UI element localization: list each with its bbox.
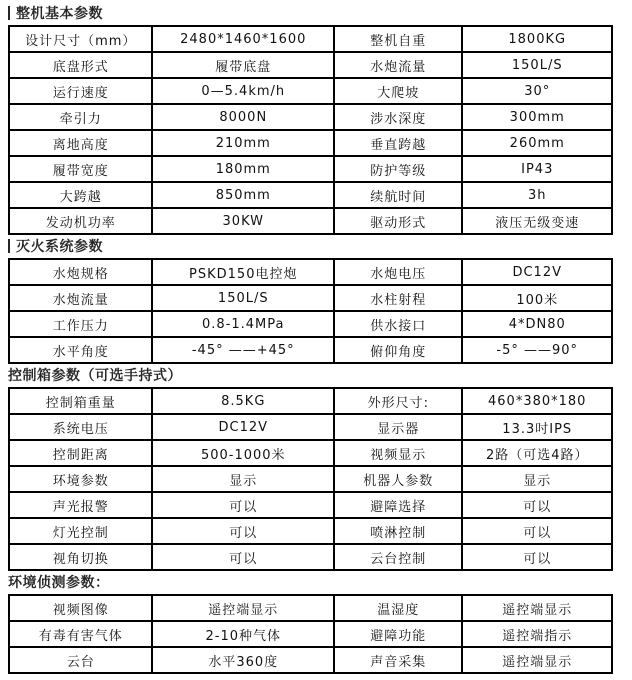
param-label-cell: 声光报警: [9, 492, 152, 518]
table-row: [9, 440, 612, 466]
param-value-cell: -5° ——90°: [462, 337, 612, 363]
param-value-cell: 30°: [462, 78, 612, 104]
param-value-cell: 可以: [462, 518, 612, 544]
param-value-cell: 可以: [152, 518, 334, 544]
param-label-cell: 大爬坡: [334, 78, 462, 104]
param-label-cell: 系统电压: [9, 414, 152, 440]
param-value-cell: IP43: [462, 156, 612, 182]
table-row: [9, 26, 612, 52]
param-label-cell: 云台控制: [334, 544, 462, 570]
param-label-cell: 续航时间: [334, 182, 462, 208]
param-value-cell: DC12V: [462, 259, 612, 285]
param-value-cell: 0—5.4km/h: [152, 78, 334, 104]
param-label-cell: 发动机功率: [9, 208, 152, 234]
section-title: [8, 367, 632, 383]
table-row: [9, 285, 612, 311]
table-row: [9, 595, 612, 621]
param-label-cell: 避障功能: [334, 621, 462, 647]
param-label-cell: 履带宽度: [9, 156, 152, 182]
param-value-cell: 0.8-1.4MPa: [152, 311, 334, 337]
param-label-cell: 水柱射程: [334, 285, 462, 311]
param-label-cell: 涉水深度: [334, 104, 462, 130]
param-label-cell: 垂直跨越: [334, 130, 462, 156]
section-title: [8, 5, 632, 21]
param-value-cell: 水平360度: [152, 647, 334, 673]
table-row: [9, 78, 612, 104]
param-value-cell: 遥控端显示: [462, 647, 612, 673]
section-title-text: 控制箱参数（可选手持式）: [8, 368, 182, 384]
param-label-cell: 驱动形式: [334, 208, 462, 234]
param-label-cell: 离地高度: [9, 130, 152, 156]
param-label-cell: 大跨越: [9, 182, 152, 208]
param-label-cell: 环境参数: [9, 466, 152, 492]
section-control-box-params: [8, 367, 632, 571]
param-label-cell: 机器人参数: [334, 466, 462, 492]
param-label-cell: 防护等级: [334, 156, 462, 182]
param-value-cell: 180mm: [152, 156, 334, 182]
param-value-cell: 遥控端指示: [462, 621, 612, 647]
param-label-cell: 工作压力: [9, 311, 152, 337]
param-label-cell: 云台: [9, 647, 152, 673]
param-value-cell: 3h: [462, 182, 612, 208]
table-row: [9, 311, 612, 337]
param-label-cell: 水平角度: [9, 337, 152, 363]
table-row: [9, 130, 612, 156]
table-row: [9, 647, 612, 673]
param-value-cell: 300mm: [462, 104, 612, 130]
param-value-cell: DC12V: [152, 414, 334, 440]
table-row: [9, 518, 612, 544]
table-row: [9, 337, 612, 363]
param-label-cell: 牵引力: [9, 104, 152, 130]
spec-table: [8, 594, 613, 674]
spec-table: [8, 25, 613, 235]
param-value-cell: 可以: [152, 544, 334, 570]
table-row: [9, 259, 612, 285]
section-title: [8, 238, 632, 254]
param-value-cell: 850mm: [152, 182, 334, 208]
title-bar-icon: [8, 6, 10, 20]
param-value-cell: 8.5KG: [152, 388, 334, 414]
param-value-cell: 显示: [152, 466, 334, 492]
param-label-cell: 灯光控制: [9, 518, 152, 544]
param-value-cell: 500-1000米: [152, 440, 334, 466]
param-value-cell: 遥控端显示: [152, 595, 334, 621]
param-value-cell: 液压无级变速: [462, 208, 612, 234]
section-title: [8, 574, 632, 590]
param-value-cell: 2路（可选4路）: [462, 440, 612, 466]
table-row: [9, 208, 612, 234]
param-label-cell: 水炮流量: [9, 285, 152, 311]
param-label-cell: 供水接口: [334, 311, 462, 337]
param-label-cell: 设计尺寸（mm）: [9, 26, 152, 52]
param-label-cell: 水炮流量: [334, 52, 462, 78]
param-value-cell: 13.3吋IPS: [462, 414, 612, 440]
section-title-text: 灭火系统参数: [16, 239, 103, 255]
param-value-cell: 2-10种气体: [152, 621, 334, 647]
param-label-cell: 俯仰角度: [334, 337, 462, 363]
param-label-cell: 声音采集: [334, 647, 462, 673]
table-row: [9, 182, 612, 208]
param-label-cell: 避障选择: [334, 492, 462, 518]
table-row: [9, 544, 612, 570]
param-label-cell: 整机自重: [334, 26, 462, 52]
section-fire-extinguishing-system-params: [8, 238, 632, 364]
param-label-cell: 温湿度: [334, 595, 462, 621]
param-label-cell: 水炮规格: [9, 259, 152, 285]
table-row: [9, 492, 612, 518]
table-row: [9, 104, 612, 130]
param-value-cell: 150L/S: [462, 52, 612, 78]
table-row: [9, 466, 612, 492]
section-title-text: 整机基本参数: [16, 6, 103, 22]
param-value-cell: 210mm: [152, 130, 334, 156]
param-value-cell: 2480*1460*1600: [152, 26, 334, 52]
param-label-cell: 有毒有害气体: [9, 621, 152, 647]
param-value-cell: 30KW: [152, 208, 334, 234]
table-row: [9, 414, 612, 440]
param-label-cell: 显示器: [334, 414, 462, 440]
param-value-cell: 100米: [462, 285, 612, 311]
param-value-cell: 显示: [462, 466, 612, 492]
param-value-cell: PSKD150电控炮: [152, 259, 334, 285]
spec-table: [8, 387, 613, 571]
param-label-cell: 喷淋控制: [334, 518, 462, 544]
param-label-cell: 底盘形式: [9, 52, 152, 78]
param-label-cell: 控制箱重量: [9, 388, 152, 414]
param-value-cell: 260mm: [462, 130, 612, 156]
param-value-cell: 可以: [462, 492, 612, 518]
table-row: [9, 621, 612, 647]
spec-sections: [8, 5, 632, 674]
spec-table: [8, 258, 613, 364]
param-value-cell: 可以: [152, 492, 334, 518]
param-label-cell: 视频图像: [9, 595, 152, 621]
param-label-cell: 视角切换: [9, 544, 152, 570]
param-label-cell: 视频显示: [334, 440, 462, 466]
section-overall-basic-params: [8, 5, 632, 235]
section-title-text: 环境侦测参数：: [8, 575, 110, 591]
table-row: [9, 388, 612, 414]
param-value-cell: 460*380*180: [462, 388, 612, 414]
param-label-cell: 外形尺寸:: [334, 388, 462, 414]
param-value-cell: 150L/S: [152, 285, 334, 311]
section-environment-detection-params: [8, 574, 632, 674]
param-label-cell: 控制距离: [9, 440, 152, 466]
param-value-cell: 1800KG: [462, 26, 612, 52]
param-value-cell: -45° ——+45°: [152, 337, 334, 363]
param-value-cell: 遥控端显示: [462, 595, 612, 621]
table-row: [9, 52, 612, 78]
title-bar-icon: [8, 239, 10, 253]
table-row: [9, 156, 612, 182]
param-value-cell: 可以: [462, 544, 612, 570]
param-value-cell: 履带底盘: [152, 52, 334, 78]
param-value-cell: 4*DN80: [462, 311, 612, 337]
param-label-cell: 水炮电压: [334, 259, 462, 285]
param-value-cell: 8000N: [152, 104, 334, 130]
param-label-cell: 运行速度: [9, 78, 152, 104]
